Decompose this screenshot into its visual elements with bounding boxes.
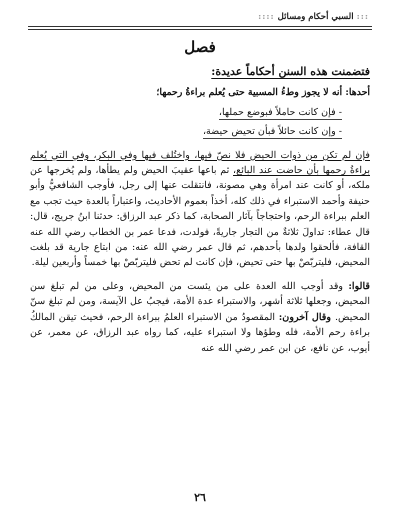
paragraph-2-label: قالوا: <box>348 280 370 292</box>
bullet-item <box>30 124 342 139</box>
bullet-item <box>30 105 342 120</box>
paragraph-1 <box>30 148 370 271</box>
header-rule <box>28 26 372 30</box>
page-number: ٢٦ <box>194 491 206 504</box>
bullet-text: - وإن كانت حائلاً فبأن تحيض حيضة، <box>202 126 342 138</box>
paragraph-1-underlined: فإن لم تكن من ذوات الحيض فلا نصّ فيها، واختُلف فيها وفي البكر، وفي التي يُعلم براءةُ رحمها بأن حاضت عند البائع، <box>30 149 370 177</box>
paragraph-2-text-2: المقصودُ من الاستبراء العلمُ ببراءة الرحم، فحيث تيقن المالكُ براءة رحم الأمة، فله وطؤها ولا استبراء عليه، كما رواه عبد الرزاق، عن معمر، عن أيوب، عن نافع، عن ابن عمر رضي الله عنه <box>30 311 370 354</box>
header-title: السبي أحكام ومسائل <box>277 12 354 22</box>
body-text <box>30 64 370 356</box>
paragraph-2-label-2: وقال آخرون: <box>278 311 335 323</box>
paragraph-1-text: ثم باعها عقيبَ الحيض ولم يطأها، ولم يُخرجها عن ملكه، أو كانت عند امرأة وهي مصونة، فانتقلت عنها إلى رجل، فأوجب الشافعيُّ وأبو حنيفة وأحمد الاستبراء في ذلك كله، أخذاً بعموم الأحاديث، واعتباراً بالعدة حيث تجب مع العلم ببراءة الرحم، واحتجاجاً بآثار الصحابة، كما ذكر عبد الرزاق: حدثنا ابنُ جريج، قال: قال عطاء: تداولَ ثلاثةٌ من التجار جاريةً، فولدت، فدعا عمر بن الخطاب رضي الله عنه القافة، فألحقوا ولدها بأحدهم، ثم قال عمر رضي الله عنه: من ابتاع جارية قد بلغت المحيض، فليتربّصْ بها حتى تحيض، فإن كانت لم تحض فليتربّصْ بها خمساً وأربعين ليلة. <box>30 165 370 269</box>
paragraph-2-text: وقد أوجب الله العدة على من يئست من المحيض، وعلى من لم تبلغ سن المحيض، وجعلها ثلاثة أشهر، والاستبراء عدة الأمة، فيجبُ عل الآيسة، ومن لم تبلغ سنّ المحيض. <box>30 280 371 323</box>
running-header <box>28 8 372 26</box>
paragraph-2 <box>30 279 370 356</box>
header-dots-left: :::: <box>258 12 275 22</box>
section-heading: فتضمنت هذه السنن أحكاماً عديدة: <box>211 65 370 78</box>
ruling-1: أحدها: أنه لا يجوز وطءُ المسبية حتى يُعلم براءةُ رحمها؛ <box>156 87 370 99</box>
bullet-text: - فإن كانت حاملاً فبوضع حملها، <box>218 106 342 118</box>
chapter-title: فصل <box>184 38 216 56</box>
header-dots-right: ::: <box>356 12 369 22</box>
